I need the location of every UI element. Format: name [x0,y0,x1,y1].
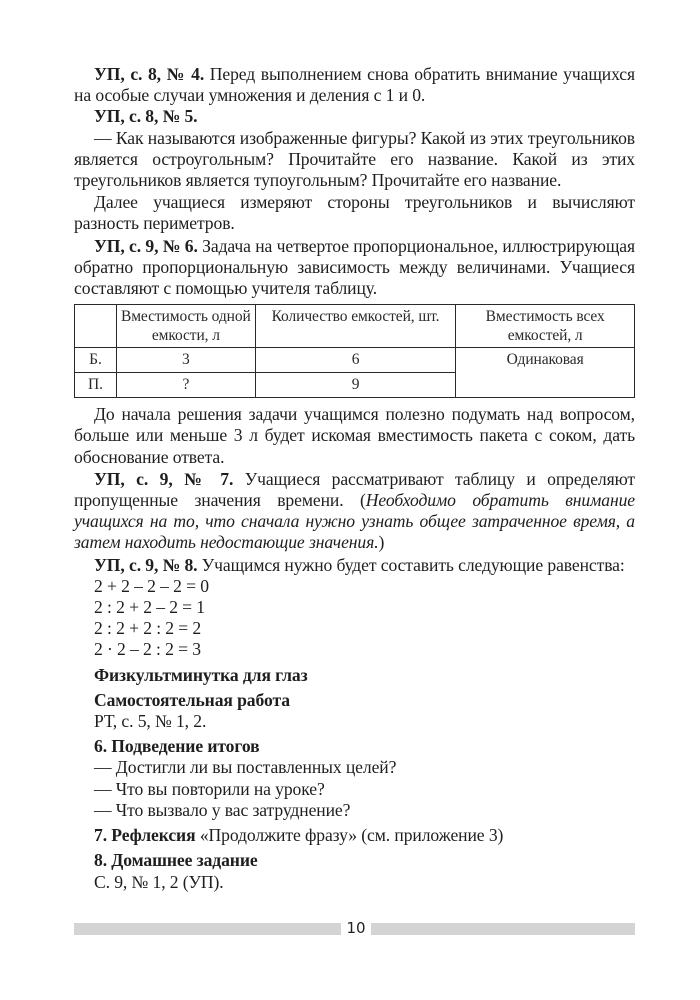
equation: 2 : 2 + 2 : 2 = 2 [94,618,202,639]
task-ref: УП, с. 8, № 5. [94,106,198,127]
page-body [74,64,635,893]
equation: 2 · 2 – 2 : 2 = 3 [94,639,201,660]
table-cell: 3 [116,348,255,373]
heading-eye-exercise: Физкультминутка для глаз [94,664,308,685]
table-cell-merged: Одинаковая [456,348,635,398]
table-header-cell [75,305,117,348]
summary-question: — Что вызвало у вас затруднение? [94,799,351,820]
paragraph-before-solution: До начала решения задачи учащимся полезно подумать над вопросом, больше или меньше 3 л будет искомая вместимость пакета с соком, дать обоснование ответа. [74,404,635,467]
paragraph-questions: — Как называются изображенные фигуры? Какой из этих треугольников является остроугольным? Прочитайте его название. Какой из этих треугольников является тупоугольным? Прочитайте его название. [74,127,635,191]
paragraph-task-8: УП, с. 9, № 8. Учащимся нужно будет составить следующие равенства: [94,554,625,575]
summary-question: — Что вы повторили на уроке? [94,778,325,799]
table-cell-label: П. [75,373,117,398]
homework-text: С. 9, № 1, 2 (УП). [94,871,224,892]
equation-list [74,576,635,661]
capacity-table [74,304,635,398]
italic-note: Необходимо обратить внимание учащихся на то, что сначала нужно узнать общее затраченное время, а затем находить недостающие значения. [74,490,635,553]
footer-bar-right [371,923,635,935]
heading-reflection: 7. Рефлексия [94,825,196,846]
table-header-cell: Количество емкостей, шт. [255,305,456,348]
reflection-text: «Продолжите фразу» (см. приложение 3) [195,825,504,846]
summary-question: — Достигли ли вы поставленных целей? [94,757,397,778]
paragraph-perimeters: Далее учащиеся измеряют стороны треугольников и вычисляют разность периметров. [74,192,635,234]
table-header-row [75,305,635,348]
page-number: 10 [346,919,366,937]
paragraph-task-6: УП, с. 9, № 6. Задача на четвертое пропорциональное, иллюстрирующая обратно пропорциональную зависимость между величинами. Учащиеся составляют с помощью учителя таблицу. [74,235,636,299]
table-cell: 9 [255,373,456,398]
table-row [75,348,635,373]
table-header-cell: Вместимость одной емкости, л [116,305,255,348]
table-header-cell: Вместимость всех емкостей, л [456,305,635,348]
task-ref: УП, с. 8, № 4. [94,64,205,84]
independent-work-text: РТ, с. 5, № 1, 2. [94,711,207,732]
table-cell: 6 [255,348,456,373]
heading-summary: 6. Подведение итогов [94,736,260,757]
page-footer [74,919,635,937]
equation: 2 + 2 – 2 – 2 = 0 [94,575,209,596]
task-ref: УП, с. 9, № 8. [94,554,198,575]
paragraph-task-7: УП, с. 9, № 7. Учащиеся рассматривают таблицу и определяют пропущенные значения времени. (Необходимо обратить внимание учащихся на то, что сначала нужно узнать общее затраченное время, а затем находить недостающие значения.) [74,468,635,553]
heading-independent-work: Самостоятельная работа [94,689,290,710]
table-cell: ? [116,373,255,398]
task-ref: УП, с. 9, № 7. [94,468,234,489]
table-cell-label: Б. [75,348,117,373]
reflection-line [74,825,635,846]
heading-homework: 8. Домашнее задание [94,850,258,871]
paragraph-task-4: УП, с. 8, № 4. Перед выполнением снова обратить внимание учащихся на особые случаи умножения и деления с 1 и 0. [74,64,635,106]
footer-bar-left [74,923,341,935]
paragraph-task-5 [74,106,635,127]
equation: 2 : 2 + 2 – 2 = 1 [94,597,206,618]
task-ref: УП, с. 9, № 6. [94,235,198,256]
